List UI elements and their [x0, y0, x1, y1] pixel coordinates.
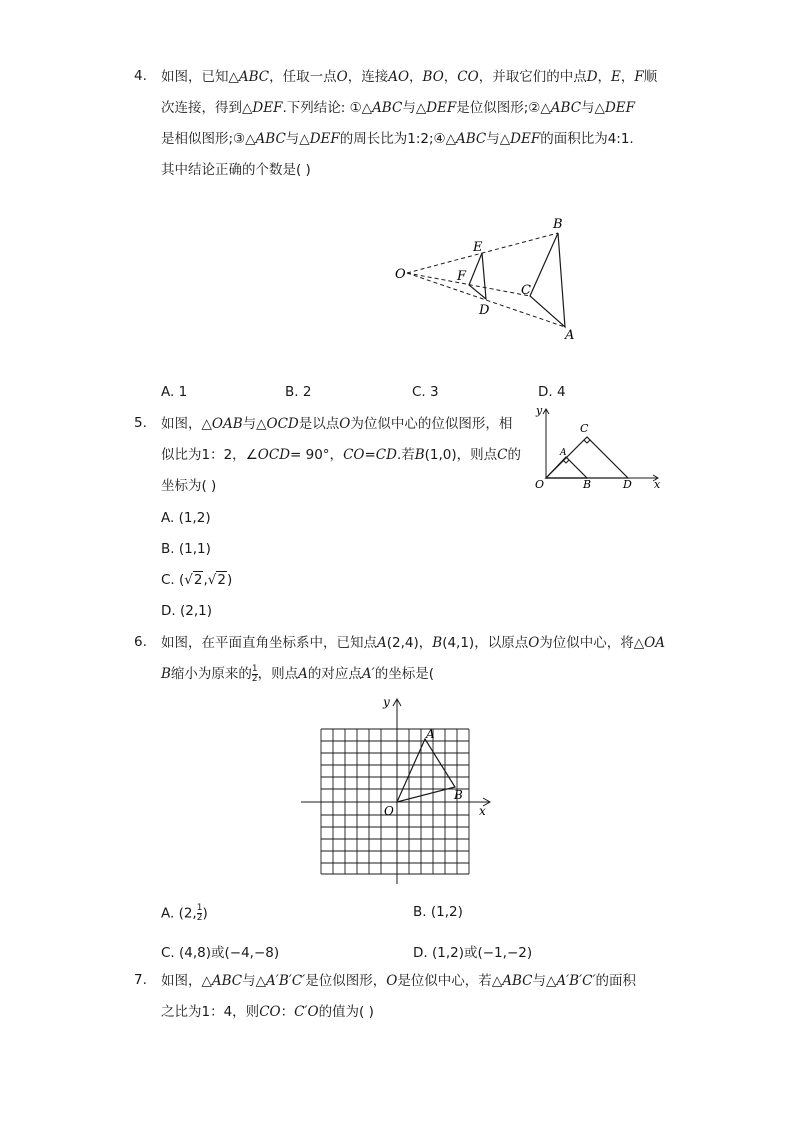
triangle-def — [469, 253, 486, 299]
triangle-oab — [546, 457, 587, 478]
q5-figure — [530, 400, 668, 492]
question-stem: 如图，已知△ABC，任取一点O，连接AO，BO，CO，并取它们的中点D，E，F顺 次连接，得到△DEF.下列结论: ①△ABC与△DEF是位似图形;②△ABC与△DEF 是相似图形;③△ABC与△DEF的周长比为1:2;④△ABC与△DEF的面积比为4:1. 其中结论正确的个数是( ) — [161, 69, 658, 178]
label-a: A — [560, 448, 567, 458]
option-d[interactable]: D. (1,2)或(−1,−2) — [413, 945, 533, 961]
option-c[interactable]: C. (4,8)或(−4,−8) — [161, 945, 280, 961]
option-d[interactable]: D. 4 — [538, 384, 566, 400]
label-y: y — [536, 404, 543, 417]
q6-figure — [296, 694, 496, 886]
option-b[interactable]: B. (1,1) — [161, 541, 211, 557]
label-d: D — [623, 478, 632, 491]
question-number: 6. — [134, 634, 147, 650]
label-a: A — [426, 727, 435, 741]
option-a[interactable]: A. (1,2) — [161, 510, 211, 526]
label-x: x — [479, 804, 486, 818]
label-e: E — [473, 240, 483, 255]
label-y: y — [383, 695, 390, 709]
option-b[interactable]: B. 2 — [285, 384, 312, 400]
option-d[interactable]: D. (2,1) — [161, 603, 212, 619]
label-o: O — [395, 267, 406, 282]
question-number: 4. — [134, 68, 147, 84]
fraction-half: $\frac{1}{2}$ — [251, 663, 258, 684]
question-number: 7. — [134, 972, 147, 988]
label-b: B — [583, 478, 592, 491]
triangle-abc — [530, 233, 565, 327]
label-x: x — [654, 478, 661, 491]
label-f: F — [457, 269, 467, 284]
label-o: O — [384, 804, 394, 818]
label-c: C — [580, 422, 589, 435]
label-a: A — [565, 328, 575, 343]
label-o: O — [535, 478, 545, 491]
label-b: B — [553, 217, 563, 232]
question-stem: 如图，△ABC与△A′B′C′是位似图形，O是位似中心，若△ABC与△A′B′C′的面积 之比为1：4，则CO：C′O的值为( ) — [161, 973, 637, 1020]
option-a[interactable]: A. (2, $\frac{1}{2}$ ) — [161, 903, 208, 923]
line-oa — [407, 273, 565, 327]
question-stem: 如图，△OAB与△OCD是以点O为位似中心的位似图形，相 似比为1：2，∠OCD= 90°，CO=CD.若B(1,0)，则点C的 坐标为( ) — [161, 416, 522, 494]
question-stem: 如图，在平面直角坐标系中，已知点A(2,4)，B(4,1)，以原点O为位似中心，将△OA B缩小为原来的 $\frac{1}{2}$ ，则点A的对应点A′的坐标是( — [161, 635, 665, 684]
option-c[interactable]: C. (√2,√2) — [161, 572, 233, 588]
q4-figure — [385, 210, 585, 345]
option-b[interactable]: B. (1,2) — [413, 904, 463, 920]
label-b: B — [454, 788, 463, 802]
question-number: 5. — [134, 415, 147, 431]
option-a[interactable]: A. 1 — [161, 384, 188, 400]
option-c[interactable]: C. 3 — [412, 384, 439, 400]
right-angle-a — [563, 460, 569, 463]
line-oc — [407, 273, 530, 296]
label-d: D — [479, 303, 490, 318]
right-angle-c — [584, 440, 590, 443]
triangle-oab — [397, 739, 455, 802]
label-c: C — [521, 283, 531, 298]
